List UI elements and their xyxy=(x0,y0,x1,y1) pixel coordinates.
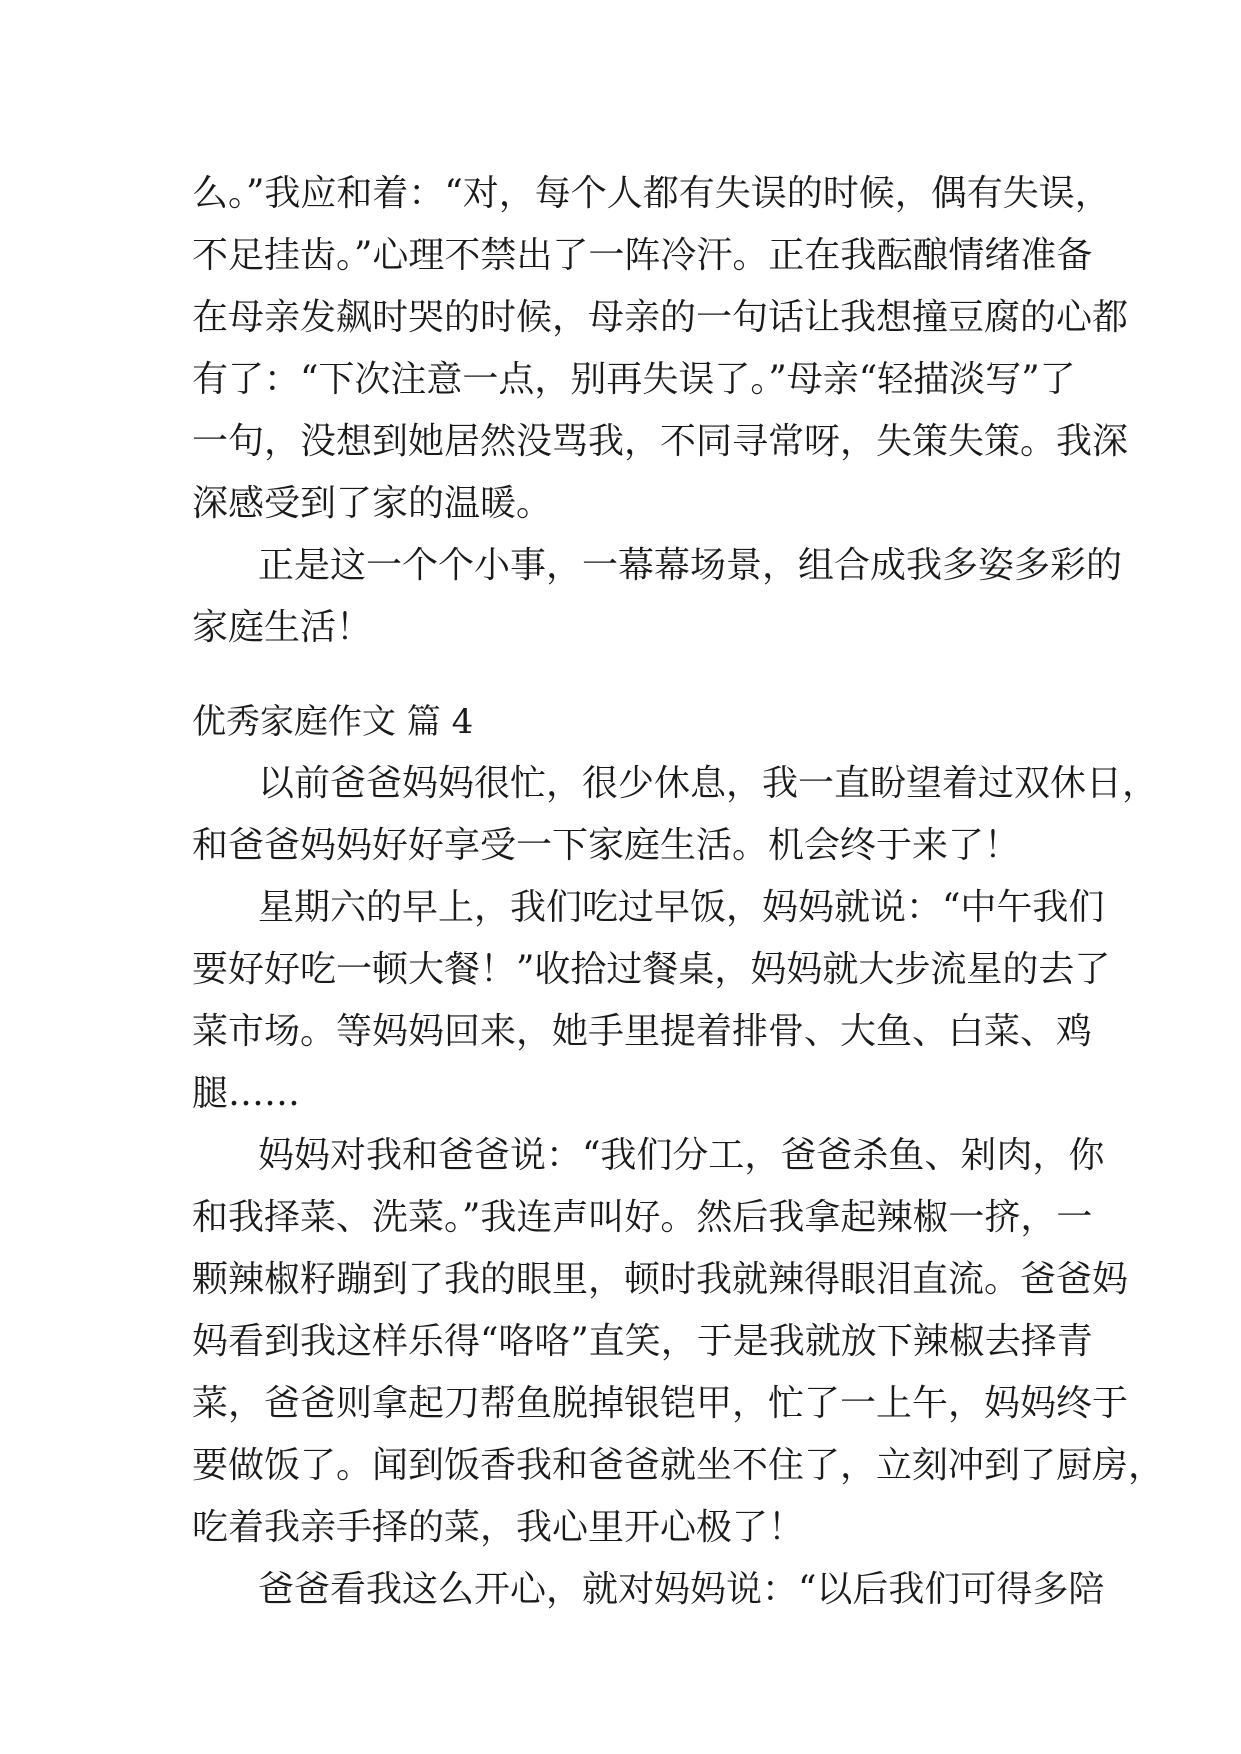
text-line: 腿…… xyxy=(192,1073,301,1114)
text-line: 和爸爸妈妈好好享受一下家庭生活。机会终于来了！ xyxy=(192,825,1021,866)
text-line: 爸爸看我这么开心，就对妈妈说：“以后我们可得多陪 xyxy=(258,1569,1105,1610)
text-line: 要做饭了。闻到饭香我和爸爸就坐不住了，立刻冲到了厨房， xyxy=(192,1445,1165,1486)
text-line: 正是这一个个小事，一幕幕场景，组合成我多姿多彩的 xyxy=(258,545,1123,586)
text-line: 在母亲发飙时哭的时候，母亲的一句话让我想撞豆腐的心都 xyxy=(192,297,1129,338)
text-line: 妈看到我这样乐得“咯咯”直笑，于是我就放下辣椒去择青 xyxy=(192,1321,1093,1362)
text-line: 有了：“下次注意一点，别再失误了。”母亲“轻描淡写”了 xyxy=(192,359,1076,400)
text-line: 菜市场。等妈妈回来，她手里提着排骨、大鱼、白菜、鸡 xyxy=(192,1011,1093,1052)
text-line: 以前爸爸妈妈很忙，很少休息，我一直盼望着过双休日， xyxy=(258,763,1159,804)
text-line: 颗辣椒籽蹦到了我的眼里，顿时我就辣得眼泪直流。爸爸妈 xyxy=(192,1259,1129,1300)
text-line: 不足挂齿。”心理不禁出了一阵冷汗。正在我酝酿情绪准备 xyxy=(192,235,1093,276)
text-line: 家庭生活！ xyxy=(192,607,373,648)
section-heading: 优秀家庭作文 篇 4 xyxy=(192,702,474,742)
text-line: 星期六的早上，我们吃过早饭，妈妈就说：“中午我们 xyxy=(258,887,1105,928)
text-line: 要好好吃一顿大餐！”收拾过餐桌，妈妈就大步流星的去了 xyxy=(192,949,1111,990)
text-line: 吃着我亲手择的菜，我心里开心极了！ xyxy=(192,1507,805,1548)
text-line: 妈妈对我和爸爸说：“我们分工，爸爸杀鱼、剁肉，你 xyxy=(258,1135,1105,1176)
text-line: 一句，没想到她居然没骂我，不同寻常呀，失策失策。我深 xyxy=(192,421,1129,462)
text-line: 和我择菜、洗菜。”我连声叫好。然后我拿起辣椒一挤，一 xyxy=(192,1197,1093,1238)
text-line: 么。”我应和着：“对，每个人都有失误的时候，偶有失误， xyxy=(192,173,1111,214)
text-line: 菜，爸爸则拿起刀帮鱼脱掉银铠甲，忙了一上午，妈妈终于 xyxy=(192,1383,1129,1424)
text-line: 深感受到了家的温暖。 xyxy=(192,483,553,524)
